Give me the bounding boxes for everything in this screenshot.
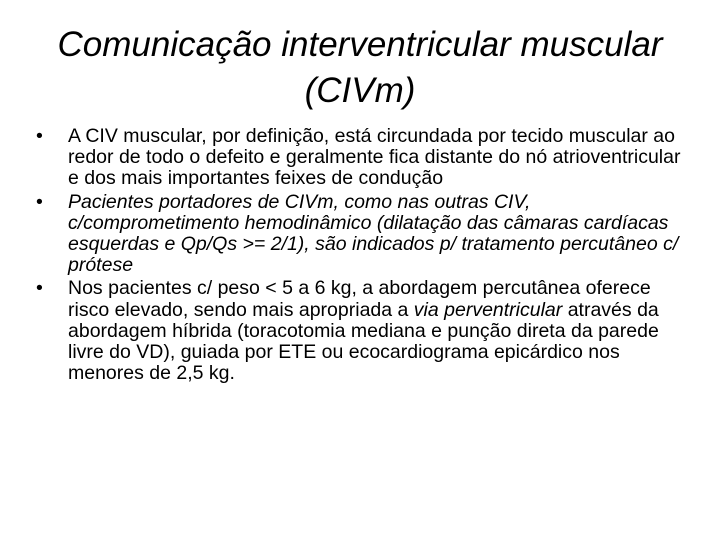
bullet-text-3-part-3: através da abordagem híbrida (toracotomia mediana e punção direta da parede livre do VD), guiada por ETE ou ecocardiograma epicárdico nos menores de 2,5 kg. — [68, 298, 659, 385]
bullet-text-3-italic: via perventricular — [413, 298, 563, 321]
bullet-marker: • — [36, 190, 43, 213]
slide-title — [36, 22, 684, 114]
bullet-item-1 — [30, 126, 690, 190]
bullet-item-2 — [30, 192, 690, 277]
slide-title-line-2: (CIVm) — [304, 71, 416, 110]
bullet-text-3-part-1: Nos pacientes c/ peso < 5 a 6 kg, a abordagem percutânea oferece risco elevado, sendo mais apropriada a — [68, 277, 651, 321]
bullet-text-1: A CIV muscular, por definição, está circundada por tecido muscular ao redor de todo o defeito e geralmente fica distante do nó atrioventricular e dos mais importantes feixes de condução — [68, 125, 681, 190]
bullet-text-2: Pacientes portadores de CIVm, como nas outras CIV, c/comprometimento hemodinâmico (dilatação das câmaras cardíacas esquerdas e Qp/Qs >= 2/1), são indicados p/ tratamento percutâneo c/ prótese — [68, 190, 679, 277]
bullet-item-3 — [30, 278, 690, 384]
bullet-marker: • — [36, 277, 43, 300]
bullet-list — [30, 126, 690, 384]
slide-title-line-1: Comunicação interventricular muscular — [57, 25, 663, 64]
bullet-marker: • — [36, 125, 43, 147]
